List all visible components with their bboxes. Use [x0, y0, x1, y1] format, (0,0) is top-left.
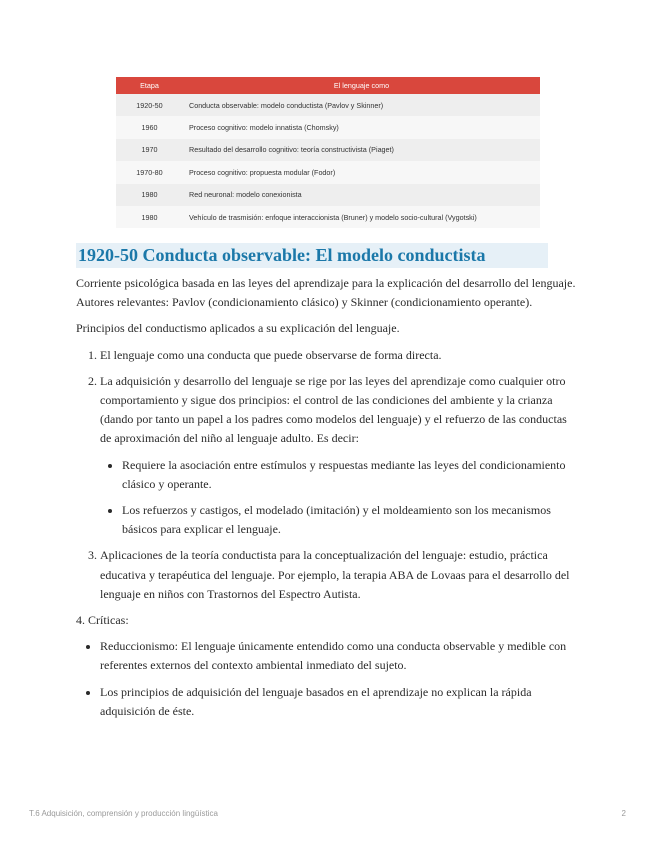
table-row [116, 116, 540, 138]
table-row [116, 94, 540, 116]
sub-list-item: • Requiere la asociación entre estímulos y respuestas mediante las leyes del condicionamiento clásico y operante. [122, 456, 576, 494]
page-number: 2 [621, 809, 626, 818]
page-footer [29, 809, 626, 821]
table-cell-etapa: 1970-80 [116, 161, 183, 183]
intro-paragraph: Corriente psicológica basada en las leyes del aprendizaje para la explicación del desarrollo del lenguaje. Autores relevantes: Pavlov (condicionamiento clásico) y Skinner (condicionamiento operante). [76, 276, 576, 310]
principles-title: Principios del conductismo aplicados a su explicación del lenguaje. [76, 321, 400, 336]
section-body [76, 274, 576, 728]
table-row [116, 206, 540, 228]
table-cell-etapa: 1960 [116, 116, 183, 138]
table-cell-lenguaje: Proceso cognitivo: propuesta modular (Fodor) [183, 161, 540, 183]
table-cell-lenguaje: Vehículo de trasmisión: enfoque interaccionista (Bruner) y modelo socio-cultural (Vygotski) [183, 206, 540, 228]
list-item-text: Aplicaciones de la teoría conductista para la conceptualización del lenguaje: estudio, práctica educativa y terapéutica del lenguaje. Por ejemplo, la terapia ABA de Lovaas para el desarrollo del lenguaje en niños con Trastornos del Espectro Autista. [100, 548, 570, 601]
criticas-title: 4. Críticas: [76, 613, 129, 628]
table-header-etapa: Etapa [116, 77, 183, 94]
table-cell-etapa: 1920-50 [116, 94, 183, 116]
table-row [116, 139, 540, 161]
section-heading: 1920-50 Conducta observable: El modelo conductista [76, 243, 548, 268]
table-cell-etapa: 1980 [116, 206, 183, 228]
list-item [100, 546, 576, 604]
criticas-list [76, 637, 576, 721]
criticas-item: • Los principios de adquisición del lenguaje basados en el aprendizaje no explican la rápida adquisición de éste. [100, 683, 576, 721]
list-item [100, 346, 576, 365]
list-item [100, 372, 576, 540]
table-cell-lenguaje: Red neuronal: modelo conexionista [183, 184, 540, 206]
list-item-text: La adquisición y desarrollo del lenguaje se rige por las leyes del aprendizaje como cualquier otro comportamiento y sigue dos principios: el control de las condiciones del ambiente y la crianza (dando por tanto un papel a los padres como modelos del lenguaje) y el refuerzo de las conductas de aproximación del niño al lenguaje adulto. Es decir: [100, 373, 567, 446]
table-row [116, 161, 540, 183]
table-header-row [116, 77, 540, 94]
table-cell-lenguaje: Resultado del desarrollo cognitivo: teoría constructivista (Piaget) [183, 139, 540, 161]
table-header-lenguaje: El lenguaje como [183, 77, 540, 94]
principles-list [76, 346, 576, 604]
table-cell-etapa: 1980 [116, 184, 183, 206]
table-cell-etapa: 1970 [116, 139, 183, 161]
table-cell-lenguaje: Conducta observable: modelo conductista (Pavlov y Skinner) [183, 94, 540, 116]
sub-list [100, 456, 576, 540]
sub-list-item: • Los refuerzos y castigos, el modelado (imitación) y el moldeamiento son los mecanismos básicos para explicar el lenguaje. [122, 501, 576, 539]
table-row [116, 184, 540, 206]
list-item-text: El lenguaje como una conducta que puede observarse de forma directa. [100, 347, 442, 362]
footer-title: T.6 Adquisición, comprensión y producción lingüística [29, 809, 218, 818]
table-cell-lenguaje: Proceso cognitivo: modelo innatista (Chomsky) [183, 116, 540, 138]
stages-table [116, 77, 540, 228]
criticas-item: • Reduccionismo: El lenguaje únicamente entendido como una conducta observable y medible con referentes externos del contexto ambiental inmediato del sujeto. [100, 637, 576, 675]
